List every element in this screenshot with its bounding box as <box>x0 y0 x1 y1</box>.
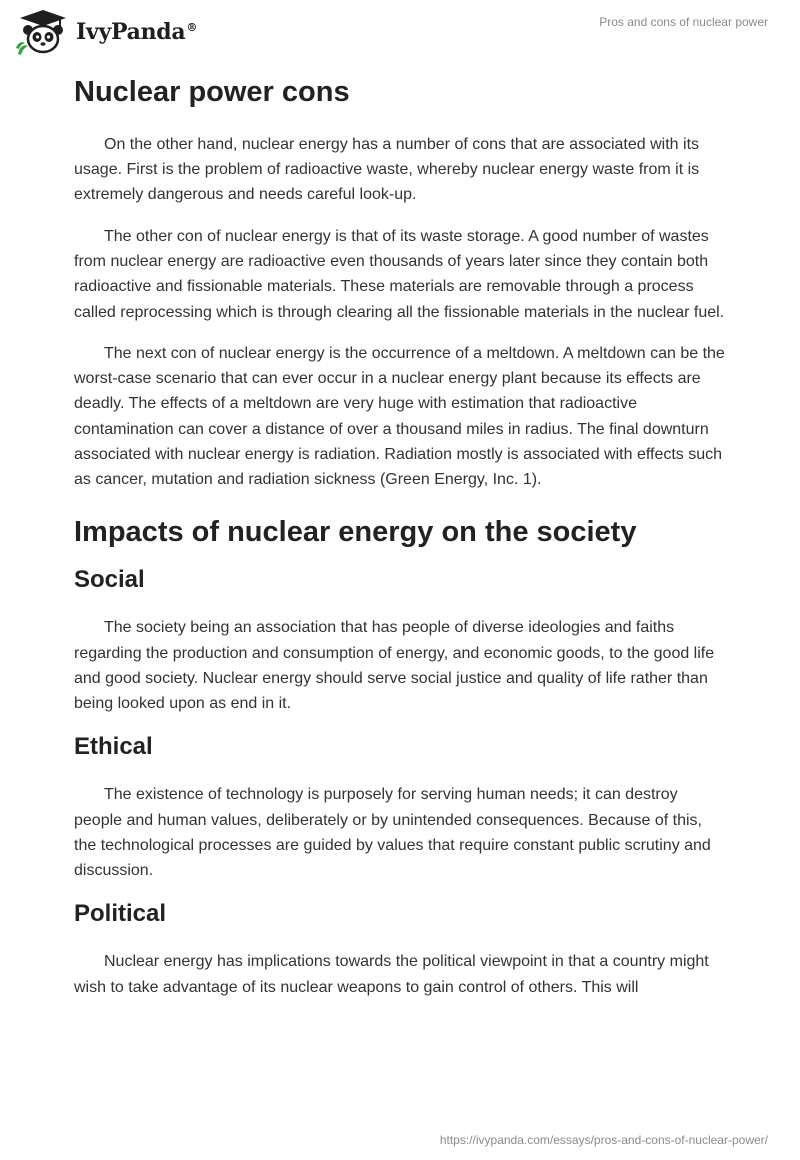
paragraph-ethical: The existence of technology is purposely for serving human needs; it can destroy people and human values, deliberately or by unintended consequences. Because of this, the technological processes are guided by values that require constant public scrutiny and discussion. <box>74 786 711 880</box>
ivypanda-logo[interactable] <box>14 8 197 56</box>
footer-source-link[interactable]: https://ivypanda.com/essays/pros-and-cons-of-nuclear-power/ <box>439 1133 768 1147</box>
heading-impacts: Impacts of nuclear energy on the society <box>74 515 637 548</box>
paragraph-political: Nuclear energy has implications towards the political viewpoint in that a country might wish to take advantage of its nuclear weapons to gain control of others. This will <box>74 953 709 996</box>
paragraph-cons-1: On the other hand, nuclear energy has a number of cons that are associated with its usage. First is the problem of radioactive waste, whereby nuclear energy waste from it is extremely dangerous and needs careful look-up. <box>74 135 700 204</box>
heading-ethical: Ethical <box>74 733 153 761</box>
heading-political: Political <box>74 900 167 928</box>
essay-content <box>74 70 728 1000</box>
heading-nuclear-power-cons: Nuclear power cons <box>74 76 350 108</box>
paragraph-social: The society being an association that has people of diverse ideologies and faiths regarding the production and consumption of energy, and economic goods, to the good life and good society. Nuclear energy should serve social justice and quality of life rather than being looked upon as end in it. <box>74 619 715 713</box>
page-header <box>0 0 800 70</box>
paragraph-cons-2: The other con of nuclear energy is that of its waste storage. A good number of wastes from nuclear energy are radioactive even thousands of years later since they contain both radioactive and fissionable materials. These materials are removable through a process called reprocessing which is through clearing all the fissionable materials in the nuclear fuel. <box>74 227 725 321</box>
document-title: Pros and cons of nuclear power <box>599 15 768 29</box>
brand-name: IvyPanda® <box>76 19 198 45</box>
paragraph-cons-3: The next con of nuclear energy is the occurrence of a meltdown. A meltdown can be the worst-case scenario that can ever occur in a nuclear energy plant because its effects are deadly. The effects of a meltdown are very huge with estimation that radioactive contamination can cover a distance of over a thousand miles in radius. The final downturn associated with nuclear energy is radiation. Radiation mostly is associated with effects such as cancer, mutation and radiation sickness (Green Energy, Inc. 1). <box>74 344 725 489</box>
heading-social: Social <box>74 566 145 594</box>
registered-mark: ® <box>186 20 198 34</box>
panda-graduate-icon <box>14 8 72 56</box>
